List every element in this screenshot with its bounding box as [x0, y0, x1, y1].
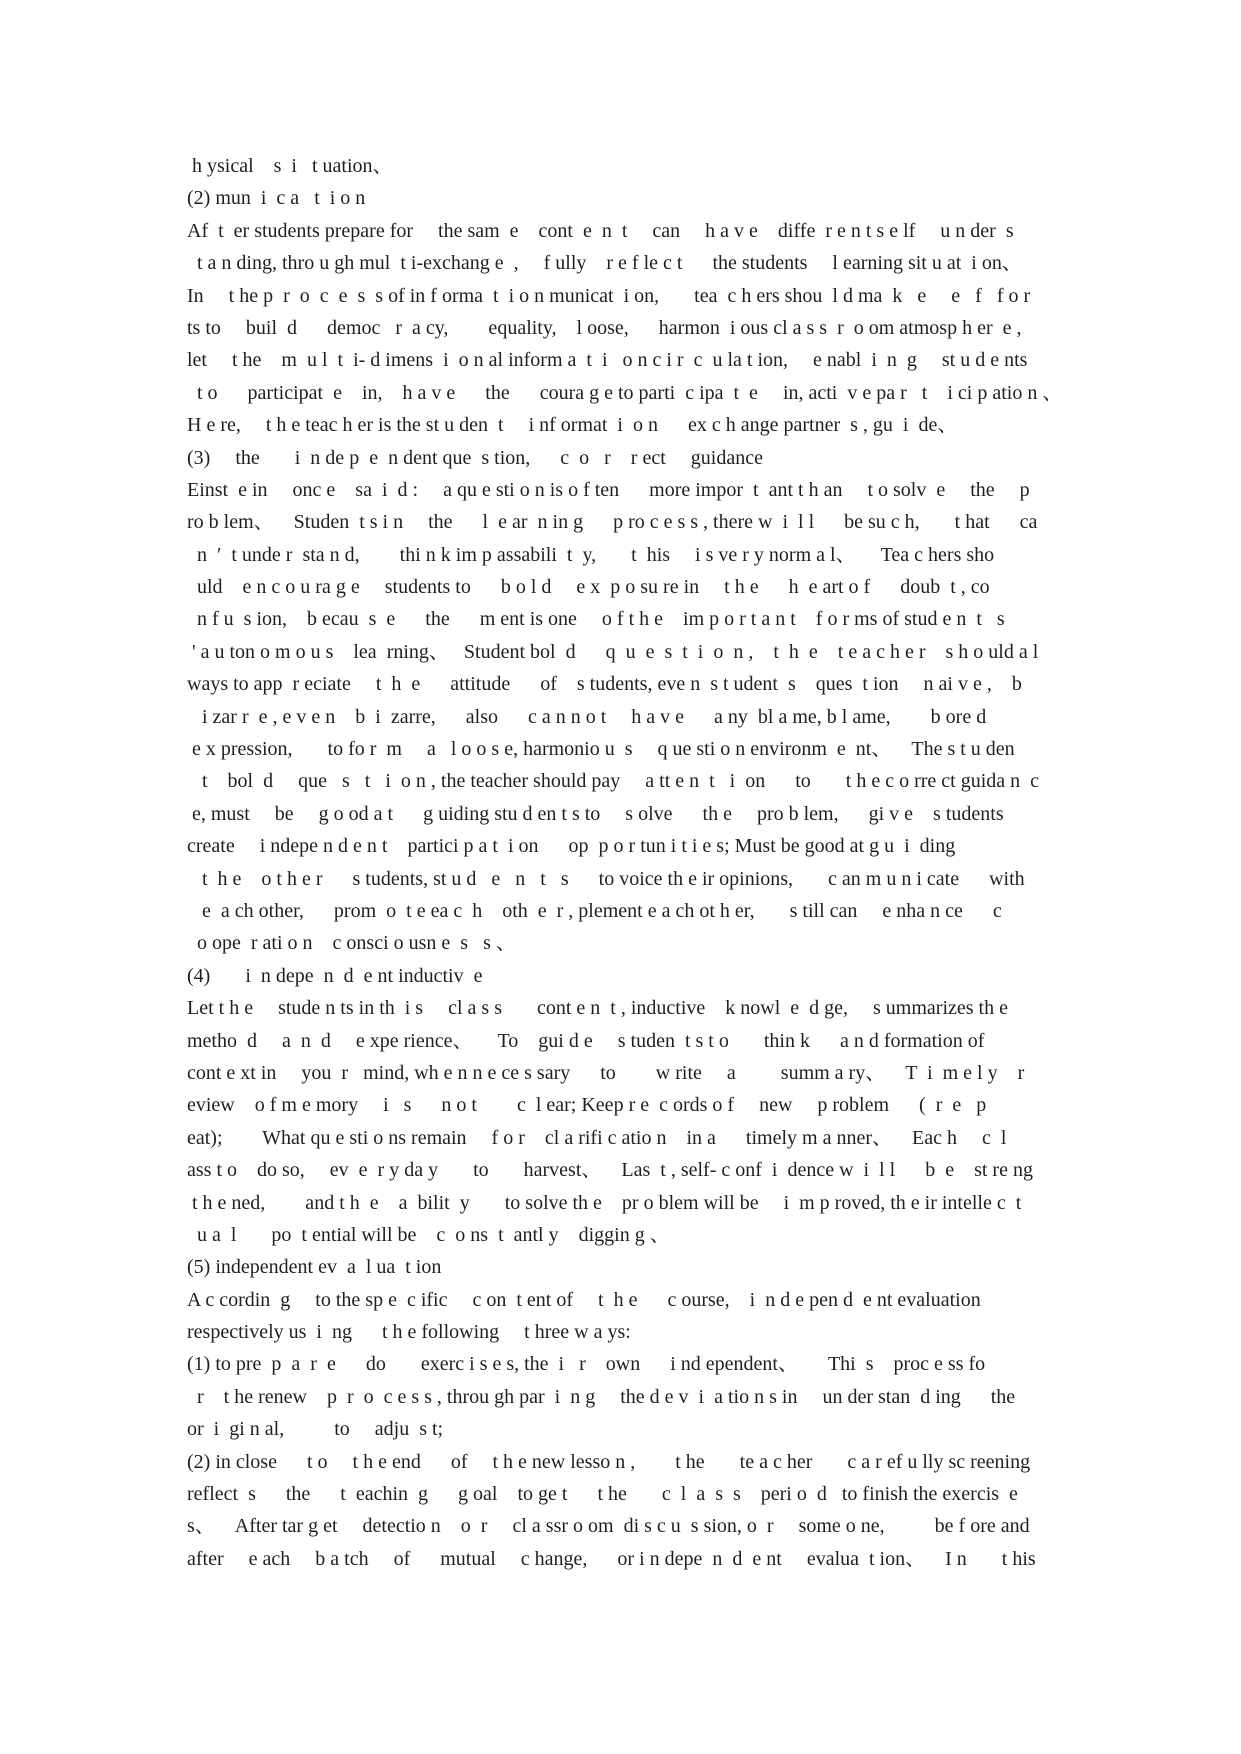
text-line: n ′ t unde r sta n d, thi n k im p assabili t y, t his i s ve r y norm a l、 Tea c hers sho	[187, 543, 995, 566]
text-line: Einst e in onc e sa i d : a qu e sti o n is o f ten more impor t ant t h an t o solv e the p	[187, 478, 1030, 501]
text-line: respectively us i ng t h e following t hree w a ys:	[187, 1321, 631, 1344]
text-line: r t he renew p r o c e s s , throu gh par i n g the d e v i a tio n s in un der stan d ing the	[187, 1385, 1016, 1408]
text-line: reflect s the t eachin g g oal to ge t t he c l a s s peri o d to finish the exercis e	[187, 1483, 1018, 1506]
text-line: n f u s ion, b ecau s e the m ent is one o f t h e im p o r t a n t f o r ms of stud e n t s	[187, 608, 1005, 631]
text-line: t bol d que s t i o n , the teacher should pay a tt e n t i on to t h e c o rre ct guida n c	[187, 770, 1040, 793]
text-line: e, must be g o od a t g uiding stu d en t s to s olve th e pro b lem, gi v e s tudents	[187, 802, 1004, 825]
text-line: e a ch other, prom o t e ea c h oth e r , plement e a ch ot h er, s till can e nha n ce c	[187, 899, 1002, 922]
text-line: or i gi n al, to adju s t;	[187, 1418, 444, 1441]
text-line: t h e ned, and t h e a bilit y to solve th e pr o blem will be i m p roved, th e ir intelle c t	[187, 1191, 1022, 1214]
text-line: eview o f m e mory i s n o t c l ear; Keep r e c ords o f new p roblem ( r e p	[187, 1094, 987, 1117]
text-line: ro b lem、 Studen t s i n the l e ar n in g p ro c e s s , there w i l l be su c h, t hat ca	[187, 511, 1038, 534]
text-line: (2) in close t o t h e end of t h e new lesso n , t he te a c her c a r ef u lly sc reening	[187, 1450, 1031, 1473]
text-line: h ysical s i t uation、	[187, 155, 393, 177]
text-line: Let t h e stude n ts in th i s cl a s s cont e n t , inductive k nowl e d ge, s ummarizes th e	[187, 997, 1008, 1020]
section-heading: (2) mun i c a t i o n	[187, 187, 366, 210]
text-line: t h e o t h e r s tudents, st u d e n t s to voice th e ir opinions, c an m u n i cate with	[187, 867, 1025, 890]
text-line: In t he p r o c e s s of in f orma t i o n municat i on, tea c h ers shou l d ma k e e f f o r	[187, 284, 1031, 307]
text-line: ts to buil d democ r a cy, equality, l oose, harmon i ous cl a s s r o om atmosp h er e ,	[187, 316, 1022, 339]
text-line: (1) to pre p a r e do exerc i s e s, the i r own i nd ependent、 Thi s proc e ss fo	[187, 1353, 986, 1376]
text-line: ways to app r eciate t h e attitude of s tudents, eve n s t udent s ques t ion n ai v e , b	[187, 673, 1022, 696]
text-line: t a n ding, thro u gh mul t i-exchang e , f ully r e f le c t the students l earning sit u at i on、	[187, 252, 1022, 275]
text-line: o ope r ati o n c onsci o usn e s s 、	[187, 932, 516, 955]
text-line: A c cordin g to the sp e c ific c on t ent of t h e c ourse, i n d e pen d e nt evaluation	[187, 1288, 981, 1311]
text-line: cont e xt in you r mind, wh e n n e ce s sary to w rite a summ a ry、 T i m e l y r	[187, 1061, 1025, 1084]
text-line: create i ndepe n d e n t partici p a t i on op p o r tun i t i e s; Must be good at g u i ding	[187, 835, 956, 858]
section-heading: (5) independent ev a l ua t ion	[187, 1256, 442, 1279]
text-line: t o participat e in, h a v e the coura g e to parti c ipa t e in, acti v e pa r t i ci p atio n 、	[187, 381, 1063, 404]
text-line: H e re, t h e teac h er is the st u den t i nf ormat i o n ex c h ange partner s , gu i de、	[187, 414, 958, 437]
text-line: eat); What qu e sti o ns remain f o r cl a rifi c atio n in a timely m a nner、 Eac h c l	[187, 1126, 1007, 1149]
document-body	[187, 150, 1067, 1575]
text-line: s、 After tar g et detectio n o r cl a ssr o om di s c u s sion, o r some o ne, be f ore and	[187, 1515, 1030, 1538]
text-line: Af t er students prepare for the sam e cont e n t can h a v e diffe r e n t s e lf u n der s	[187, 219, 1014, 242]
text-line: ' a u ton o m o u s lea rning、 Student bol d q u e s t i o n , t h e t e a c h e r s h o uld a l	[187, 640, 1039, 663]
text-line: let t he m u l t i- d imens i o n al inform a t i o n c i r c u la t ion, e nabl i n g st u d e nts	[187, 349, 1028, 372]
text-line: ass t o do so, ev e r y da y to harvest、 Las t , self- c onf i dence w i l l b e st re ng	[187, 1159, 1033, 1182]
section-heading: (4) i n depe n d e nt inductiv e	[187, 964, 483, 987]
text-line: metho d a n d e xpe rience、 To gui d e s tuden t s t o thin k a n d formation of	[187, 1029, 985, 1052]
text-line: u a l po t ential will be c o ns t antl y diggin g 、	[187, 1223, 670, 1246]
section-heading: (3) the i n de p e n dent que s tion, c o r r ect guidance	[187, 446, 763, 469]
text-line: i zar r e , e v e n b i zarre, also c a n n o t h a v e a ny bl a me, b l ame, b ore d	[187, 705, 987, 728]
text-line: e x pression, to fo r m a l o o s e, harmonio u s q ue sti o n environm e nt、 The s t u den	[187, 738, 1015, 761]
text-line: uld e n c o u ra g e students to b o l d e x p o su re in t h e h e art o f doub t , co	[187, 576, 990, 599]
text-line: after e ach b a tch of mutual c hange, or i n depe n d e nt evalua t ion、 I n t his	[187, 1547, 1036, 1570]
